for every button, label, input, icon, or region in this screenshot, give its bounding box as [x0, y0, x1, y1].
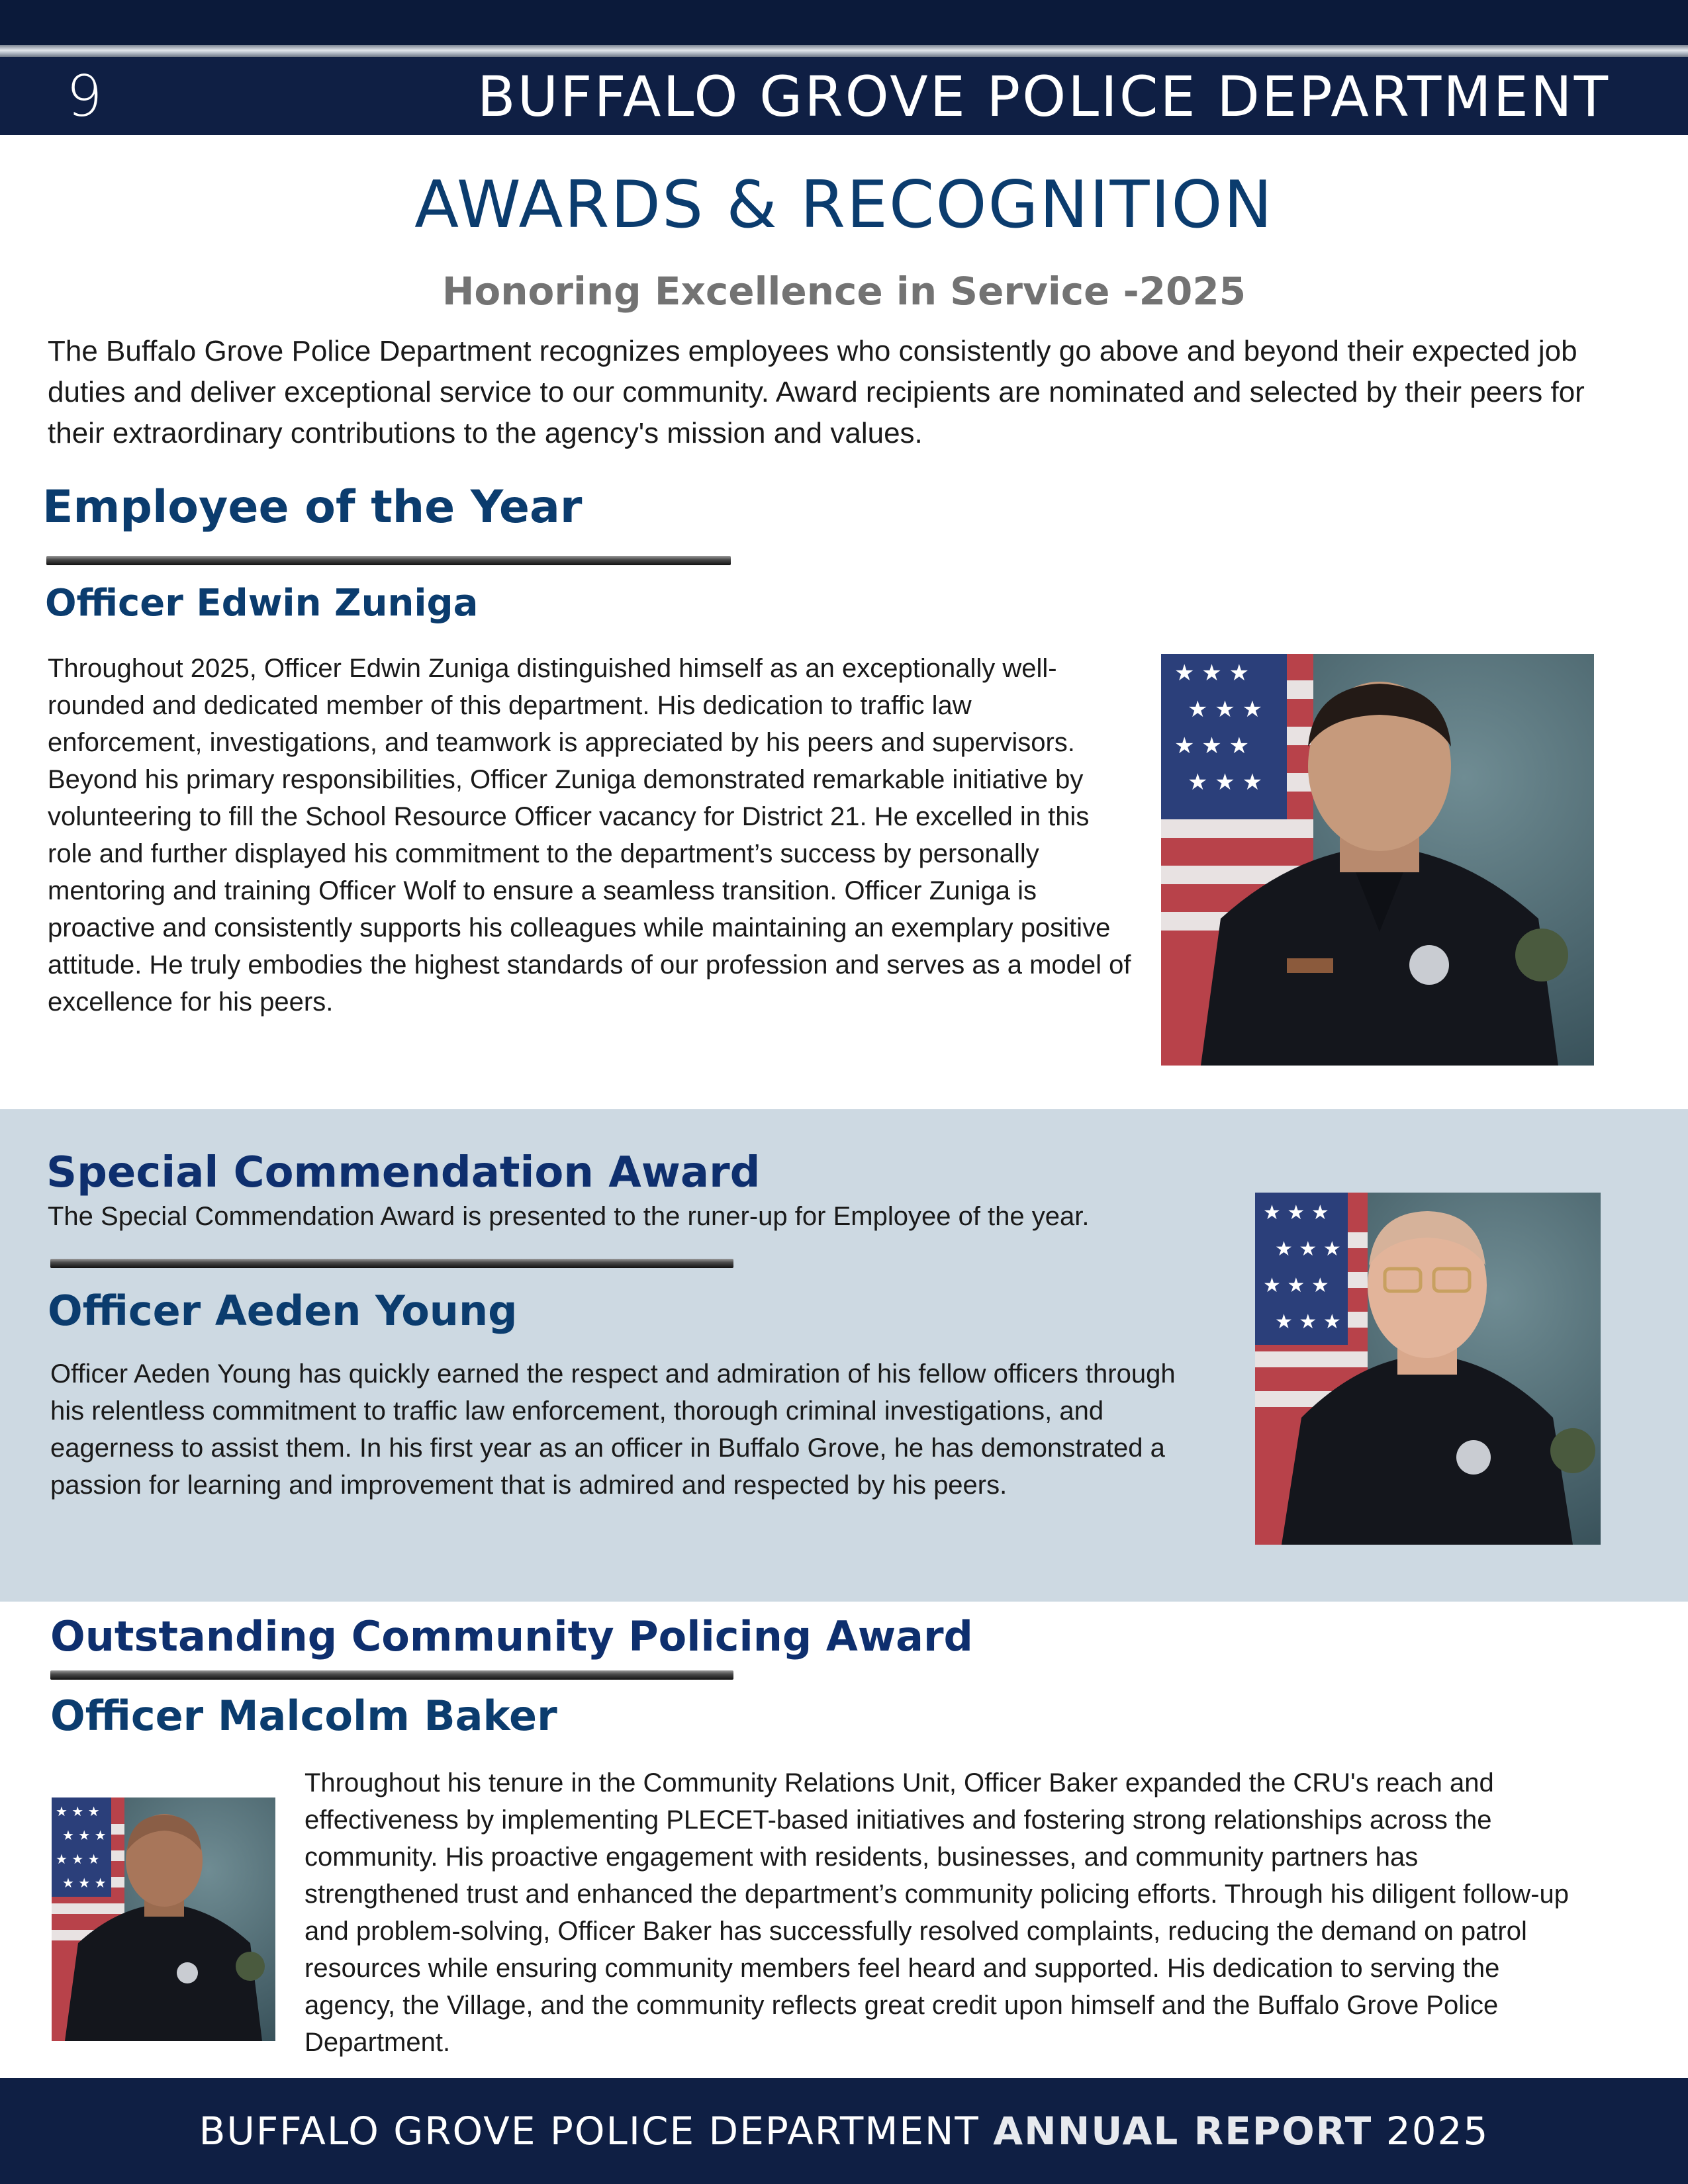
header-department-name: BUFFALO GROVE POLICE DEPARTMENT [477, 64, 1610, 129]
page-subtitle: Honoring Excellence in Service -2025 [442, 269, 1246, 314]
page-number: 9 [66, 64, 103, 130]
header-silver-stripe [0, 45, 1688, 57]
svg-text:★ ★ ★: ★ ★ ★ [1174, 733, 1250, 759]
officer-name-baker: Officer Malcolm Baker [50, 1692, 557, 1740]
svg-text:★ ★ ★: ★ ★ ★ [1174, 660, 1250, 686]
intro-paragraph: The Buffalo Grove Police Department recognizes employees who consistently go above and beyond their expected job duties and deliver exceptional service to our community. Award recipients are nominated and selected by their peers for their extraordinary contributions to the agency's mission and values. [48, 335, 1585, 449]
section-divider [50, 1259, 733, 1268]
award-text-young: Officer Aeden Young has quickly earned the respect and admiration of his fellow officers through his relentless commitment to traffic law enforcement, thorough criminal investigations, and eagerness to assist them. In his first year as an officer in Buffalo Grove, he has demonstrated a passion for learning and improvement that is admired and respected by his peers. [50, 1359, 1176, 1500]
section-divider [50, 1670, 733, 1680]
svg-text:★ ★ ★: ★ ★ ★ [1263, 1201, 1329, 1224]
officer-portrait-image [1161, 654, 1594, 1066]
footer-department: BUFFALO GROVE POLICE DEPARTMENT [199, 2109, 980, 2154]
award-title-employee-of-year: Employee of the Year [42, 481, 583, 533]
svg-text:★ ★ ★: ★ ★ ★ [1188, 769, 1263, 796]
award-title-special-commendation: Special Commendation Award [46, 1148, 761, 1197]
award-text-baker: Throughout his tenure in the Community Relations Unit, Officer Baker expanded the CRU's reach and effectiveness by implementing PLECET-based initiatives and fostering strong relationships across the community. His proactive engagement with residents, businesses, and community partners has strengthened trust and enhanced the department’s community policing efforts. Through his diligent follow-up and problem-solving, Officer Baker has successfully resolved complaints, reducing the demand on patrol resources while ensuring community members feel heard and supported. His dedication to serving the agency, the Village, and the community reflects great credit upon himself and the Buffalo Grove Police Department. [305, 1768, 1570, 2057]
svg-text:★ ★ ★: ★ ★ ★ [62, 1875, 107, 1891]
award-title-community-policing: Outstanding Community Policing Award [50, 1612, 973, 1661]
svg-text:★ ★ ★: ★ ★ ★ [56, 1803, 100, 1819]
page-header [0, 0, 1688, 135]
svg-text:★ ★ ★: ★ ★ ★ [62, 1827, 107, 1843]
header-top-band [0, 0, 1688, 45]
photo-officer-zuniga [1161, 654, 1594, 1066]
svg-text:★ ★ ★: ★ ★ ★ [1188, 696, 1263, 723]
page-title: AWARDS & RECOGNITION [414, 167, 1274, 243]
award-text-zuniga: Throughout 2025, Officer Edwin Zuniga distinguished himself as an exceptionally well-rounded and dedicated member of this department. His dedication to traffic law enforcement, investigations, and teamwork is appreciated by his peers and supervisors. Beyond his primary responsibilities, Officer Zuniga demonstrated remarkable initiative by volunteering to fill the School Resource Officer vacancy for District 21. He excelled in this role and further displayed his commitment to the department’s success by personally mentoring and training Officer Wolf to ensure a seamless transition. Officer Zuniga is proactive and consistently supports his colleagues while maintaining an exemplary positive attitude. He truly embodies the highest standards of our profession and serves as a model of excellence for his peers. [48, 654, 1131, 1017]
section-divider [46, 556, 731, 565]
svg-text:★ ★ ★: ★ ★ ★ [1275, 1310, 1341, 1334]
officer-portrait-image [52, 1797, 275, 2041]
photo-officer-young [1255, 1193, 1601, 1545]
page-footer [0, 2078, 1688, 2184]
officer-name-zuniga: Officer Edwin Zuniga [45, 582, 479, 625]
svg-text:★ ★ ★: ★ ★ ★ [56, 1851, 100, 1867]
svg-text:★ ★ ★: ★ ★ ★ [1275, 1238, 1341, 1261]
footer-text [0, 2078, 1688, 2184]
photo-officer-baker [52, 1797, 275, 2041]
officer-portrait-image [1255, 1193, 1601, 1545]
award-description-special-commendation: The Special Commendation Award is presented to the runer-up for Employee of the year. [48, 1202, 1090, 1231]
svg-text:★ ★ ★: ★ ★ ★ [1263, 1274, 1329, 1297]
footer-annual-report: ANNUAL REPORT [993, 2109, 1373, 2154]
officer-name-young: Officer Aeden Young [48, 1287, 518, 1335]
footer-year: 2025 [1385, 2109, 1489, 2154]
